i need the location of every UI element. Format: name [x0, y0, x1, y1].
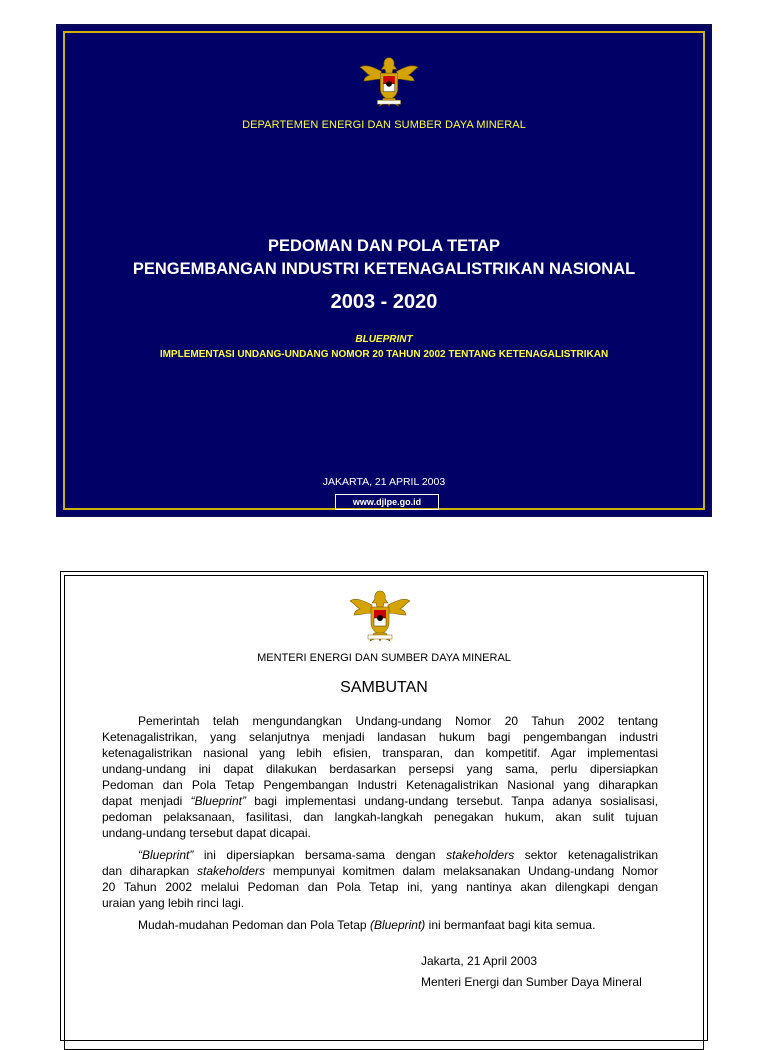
- blueprint-term: “Blueprint”: [138, 848, 194, 862]
- foreword-page: [60, 571, 708, 1041]
- text-line: undang-undang tersebut dapat dicapai.: [102, 826, 311, 840]
- garuda-emblem-icon: [348, 583, 412, 643]
- paragraph-1: [102, 713, 658, 841]
- implementation-subtitle: IMPLEMENTASI UNDANG-UNDANG NOMOR 20 TAHUN 2002 TENTANG KETENAGALISTRIKAN: [159, 349, 609, 360]
- text-run: dapat menjadi: [102, 794, 191, 808]
- text-line: Pedoman dan Pola Tetap Pengembangan Industri Ketenagalistrikan Nasional yang diharapkan: [102, 778, 658, 792]
- signature-title: Menteri Energi dan Sumber Daya Mineral: [421, 975, 642, 989]
- foreword-heading: SAMBUTAN: [340, 679, 428, 696]
- text-run: ini bermanfaat bagi kita semua.: [425, 918, 596, 932]
- cover-title-line1: PEDOMAN DAN POLA TETAP: [268, 237, 500, 255]
- garuda-emblem-icon: [358, 50, 420, 108]
- text-line: [102, 917, 658, 933]
- paragraph-2: [102, 847, 658, 911]
- stakeholders-term: stakeholders: [446, 848, 515, 862]
- signature-date: Jakarta, 21 April 2003: [421, 954, 538, 968]
- cover-years: 2003 - 2020: [330, 291, 438, 313]
- website-link[interactable]: www.djlpe.go.id: [335, 494, 439, 510]
- foreword-body: [102, 713, 658, 933]
- stakeholders-term: stakeholders: [197, 864, 266, 878]
- blueprint-label: BLUEPRINT: [355, 334, 413, 345]
- blueprint-term: (Blueprint): [369, 918, 426, 932]
- text-run: bagi implementasi undang-undang tersebut. Tanpa adanya sosialisasi,: [245, 794, 658, 808]
- text-line: uraian yang lebih rinci lagi.: [102, 896, 245, 910]
- text-line: undang-undang ini dapat dilakukan berdasarkan persepsi yang sama, perlu dipersiapkan: [102, 762, 658, 776]
- text-run: sektor ketenagalistrikan: [514, 848, 658, 862]
- cover-date: JAKARTA, 21 APRIL 2003: [322, 476, 446, 488]
- text-run: dan diharapkan: [102, 864, 197, 878]
- text-run: mempunyai komitmen dalam melaksanakan Undang-undang Nomor: [265, 864, 658, 878]
- cover-title-line2: PENGEMBANGAN INDUSTRI KETENAGALISTRIKAN NASIONAL: [132, 260, 636, 278]
- ministry-title: MENTERI ENERGI DAN SUMBER DAYA MINERAL: [257, 652, 511, 664]
- text-line: ketenagalistrikan nasional yang lebih efisien, transparan, dan kompetitif. Agar implementasi: [102, 746, 658, 760]
- text-run: ini dipersiapkan bersama-sama dengan: [193, 848, 447, 862]
- text-run: Mudah-mudahan Pedoman dan Pola Tetap: [138, 918, 370, 932]
- text-line: [102, 863, 658, 879]
- text-line: 20 Tahun 2002 melalui Pedoman dan Pola Tetap ini, yang nantinya akan dilengkapi dengan: [102, 880, 658, 894]
- department-name: DEPARTEMEN ENERGI DAN SUMBER DAYA MINERAL: [242, 119, 526, 131]
- text-line: Ketenagalistrikan, yang selanjutnya menjadi landasan hukum bagi pengembangan industri: [102, 730, 658, 744]
- text-line: Pemerintah telah mengundangkan Undang-undang Nomor 20 Tahun 2002 tentang: [138, 714, 658, 728]
- cover-border: [63, 31, 705, 510]
- text-line: [102, 847, 658, 863]
- text-line: [102, 793, 658, 809]
- cover-page: [56, 24, 712, 517]
- blueprint-term: “Blueprint”: [190, 794, 246, 808]
- text-line: pedoman pelaksanaan, fasilitasi, dan langkah-langkah penegakan hukum, akan sulit tujuan: [102, 810, 658, 824]
- paragraph-3: [102, 917, 658, 933]
